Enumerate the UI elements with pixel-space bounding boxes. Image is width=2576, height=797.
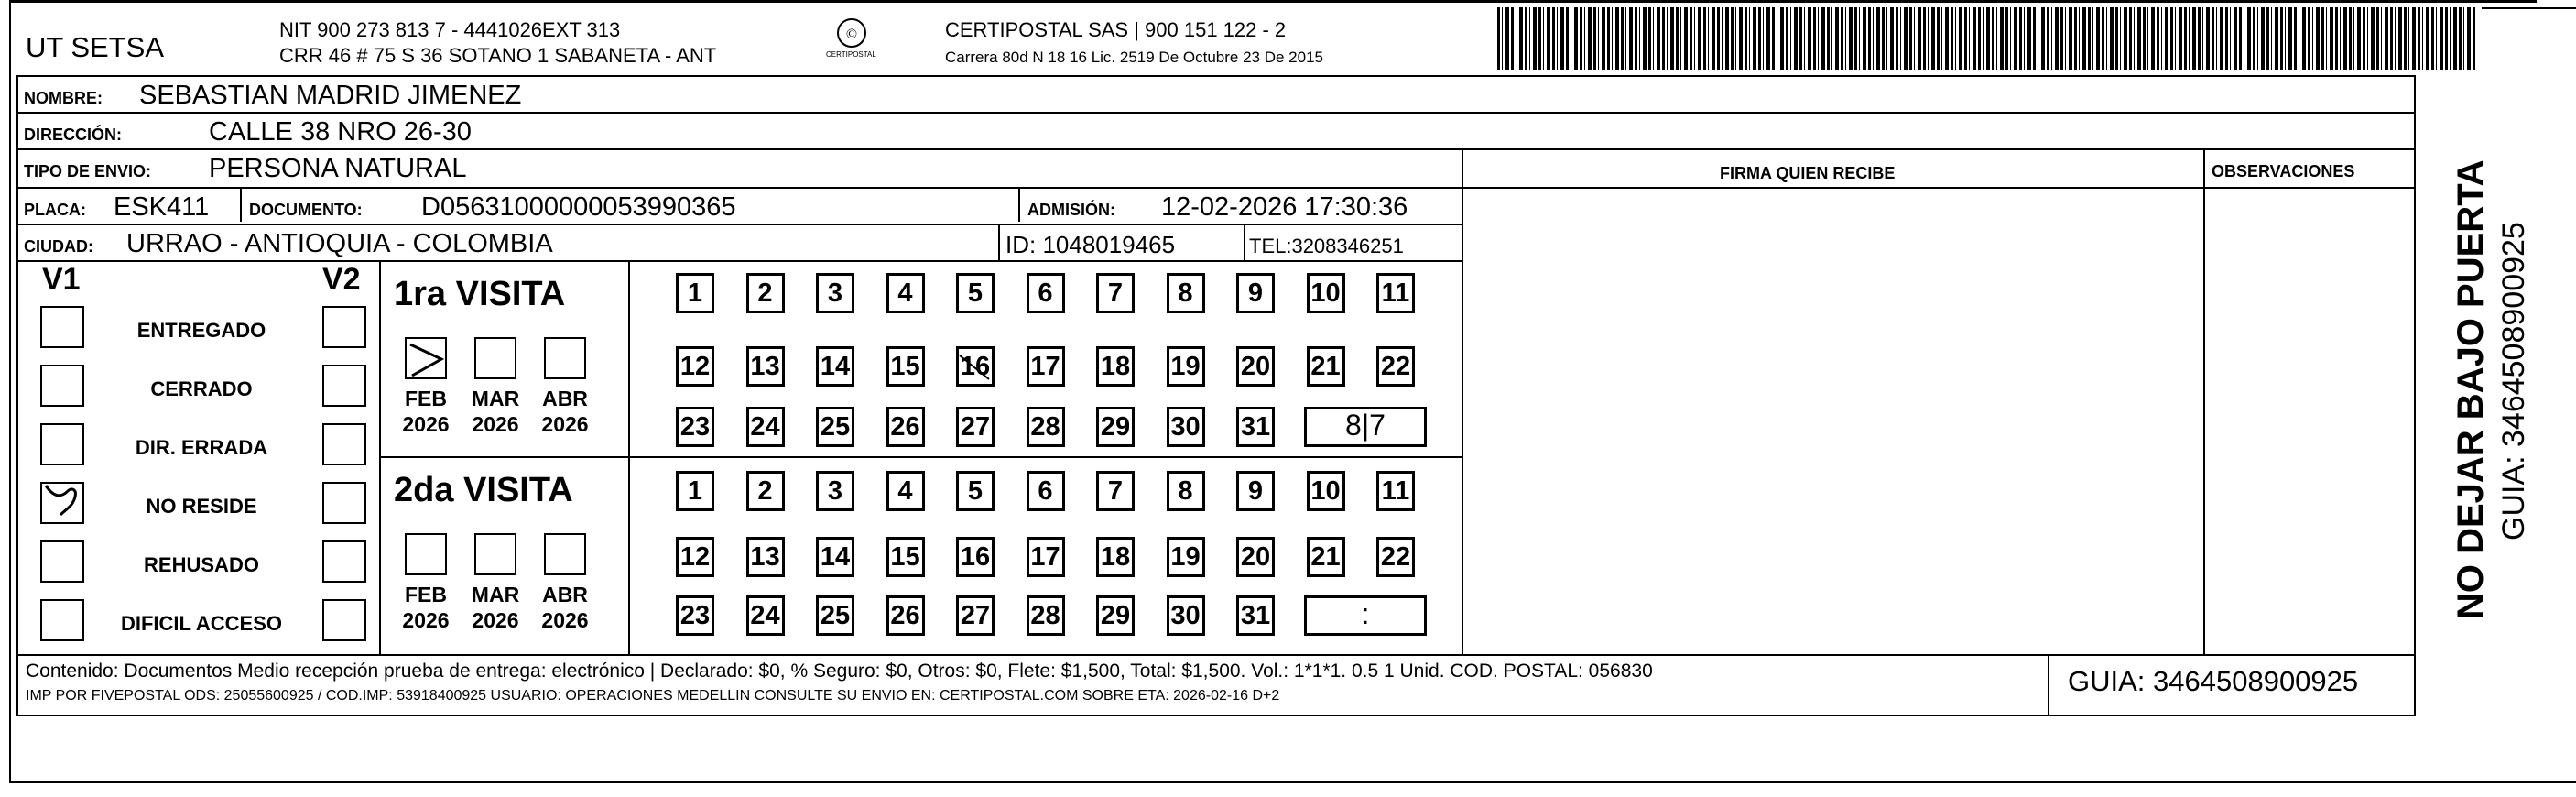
month-checkbox[interactable] bbox=[474, 533, 516, 575]
handwritten-check-feb bbox=[405, 339, 449, 383]
month-checkbox[interactable] bbox=[544, 337, 586, 379]
status-label: DIR. ERRADA bbox=[135, 436, 268, 459]
status-v1-checkbox[interactable] bbox=[40, 599, 84, 641]
status-v2-checkbox[interactable] bbox=[322, 365, 366, 407]
svg-text:©: © bbox=[845, 27, 858, 42]
certipostal-line1: CERTIPOSTAL SAS | 900 151 122 - 2 bbox=[945, 18, 1287, 41]
day-box[interactable]: 19 bbox=[1167, 537, 1205, 577]
month-year: 2026 bbox=[541, 608, 589, 632]
day-box[interactable]: 12 bbox=[676, 537, 714, 577]
documento-value: D05631000000053990365 bbox=[421, 192, 736, 222]
day-box[interactable]: 10 bbox=[1307, 471, 1345, 511]
status-label: CERRADO bbox=[150, 377, 253, 400]
status-v2-checkbox[interactable] bbox=[322, 540, 366, 583]
certipostal-logo bbox=[824, 16, 879, 64]
status-v1-checkbox[interactable] bbox=[40, 365, 84, 407]
month-label: FEB bbox=[405, 583, 447, 606]
day-box[interactable]: 2 bbox=[746, 273, 785, 313]
nit-text: NIT 900 273 813 7 - 4441026EXT 313 bbox=[279, 18, 621, 41]
day-box[interactable]: 5 bbox=[956, 273, 995, 313]
day-box[interactable]: 12 bbox=[676, 346, 714, 387]
month-label: MAR bbox=[471, 583, 520, 606]
firma-header: FIRMA QUIEN RECIBE bbox=[1720, 164, 1896, 182]
day-box[interactable]: 9 bbox=[1236, 471, 1275, 511]
day-box[interactable]: 17 bbox=[1027, 537, 1065, 577]
day-box[interactable]: 14 bbox=[816, 537, 854, 577]
certipostal-line2: Carrera 80d N 18 16 Lic. 2519 De Octubre 23 De 2015 bbox=[945, 49, 1323, 66]
admision-label: ADMISIÓN: bbox=[1027, 201, 1115, 219]
day-box[interactable]: 26 bbox=[886, 407, 925, 447]
barcode bbox=[1497, 7, 2477, 70]
day-box[interactable]: 18 bbox=[1096, 537, 1135, 577]
admision-value: 12-02-2026 17:30:36 bbox=[1161, 192, 1408, 222]
month-year: 2026 bbox=[402, 412, 450, 436]
day-box[interactable]: 13 bbox=[746, 537, 785, 577]
status-label: ENTREGADO bbox=[136, 319, 266, 342]
day-box[interactable]: 15 bbox=[886, 537, 925, 577]
direccion-value: CALLE 38 NRO 26-30 bbox=[209, 117, 472, 147]
day-box[interactable]: 5 bbox=[956, 471, 995, 511]
day-box[interactable]: 27 bbox=[956, 595, 995, 636]
tipo-envio-label: TIPO DE ENVIO: bbox=[24, 162, 152, 180]
day-box[interactable]: 3 bbox=[816, 273, 854, 313]
month-label: ABR bbox=[542, 387, 588, 410]
day-box[interactable]: 29 bbox=[1096, 407, 1135, 447]
day-box[interactable]: 8 bbox=[1167, 471, 1205, 511]
day-box[interactable]: 29 bbox=[1096, 595, 1135, 636]
month-year: 2026 bbox=[402, 608, 450, 632]
day-box[interactable]: 23 bbox=[676, 407, 714, 447]
day-box[interactable]: 28 bbox=[1027, 407, 1065, 447]
v2-label: V2 bbox=[322, 262, 361, 297]
day-box[interactable]: 11 bbox=[1376, 471, 1415, 511]
time-box[interactable]: 8|7 bbox=[1304, 407, 1427, 447]
day-box[interactable]: 27 bbox=[956, 407, 995, 447]
month-label: MAR bbox=[471, 387, 520, 410]
footer-imp: IMP POR FIVEPOSTAL ODS: 25055600925 / COD.IMP: 53918400925 USUARIO: OPERACIONES MEDELLIN CONSULTE SU ENVIO EN: CERTIPOSTAL.COM SOBRE ETA: 2026-02-16 D+2 bbox=[26, 688, 1280, 704]
day-box[interactable]: 4 bbox=[886, 471, 925, 511]
month-year: 2026 bbox=[472, 412, 519, 436]
documento-label: DOCUMENTO: bbox=[249, 201, 363, 219]
nombre-label: NOMBRE: bbox=[24, 89, 103, 107]
day-box[interactable]: 10 bbox=[1307, 273, 1345, 313]
status-label: NO RESIDE bbox=[146, 495, 257, 518]
day-box[interactable]: 7 bbox=[1096, 273, 1135, 313]
status-label: REHUSADO bbox=[144, 553, 259, 576]
day-box[interactable]: 9 bbox=[1236, 273, 1275, 313]
day-box[interactable]: 20 bbox=[1236, 537, 1275, 577]
day-box[interactable]: 8 bbox=[1167, 273, 1205, 313]
logo-text: CERTIPOSTAL bbox=[826, 50, 876, 59]
day-box[interactable]: 30 bbox=[1167, 407, 1205, 447]
day-box[interactable]: 22 bbox=[1376, 537, 1415, 577]
day-box[interactable]: 15 bbox=[886, 346, 925, 387]
month-label: ABR bbox=[542, 583, 588, 606]
time-box[interactable]: : bbox=[1304, 595, 1427, 636]
day-box[interactable]: 28 bbox=[1027, 595, 1065, 636]
month-year: 2026 bbox=[472, 608, 519, 632]
day-box[interactable]: 22 bbox=[1376, 346, 1415, 387]
visita1-title: 1ra VISITA bbox=[394, 275, 566, 313]
day-box[interactable]: 16 bbox=[956, 346, 995, 387]
day-box[interactable]: 16 bbox=[956, 537, 995, 577]
day-box[interactable]: 6 bbox=[1027, 471, 1065, 511]
placa-label: PLACA: bbox=[24, 201, 86, 219]
month-year: 2026 bbox=[541, 412, 589, 436]
side-guia: GUIA: 3464508900925 bbox=[2496, 222, 2531, 540]
ciudad-label: CIUDAD: bbox=[24, 237, 93, 256]
day-box[interactable]: 4 bbox=[886, 273, 925, 313]
day-box[interactable]: 24 bbox=[746, 595, 785, 636]
day-box[interactable]: 11 bbox=[1376, 273, 1415, 313]
status-v2-checkbox[interactable] bbox=[322, 306, 366, 348]
nombre-value: SEBASTIAN MADRID JIMENEZ bbox=[139, 81, 522, 110]
day-box[interactable]: 7 bbox=[1096, 471, 1135, 511]
day-box[interactable]: 13 bbox=[746, 346, 785, 387]
day-box[interactable]: 26 bbox=[886, 595, 925, 636]
day-box[interactable]: 1 bbox=[676, 471, 714, 511]
company-name: UT SETSA bbox=[26, 31, 165, 63]
day-box[interactable]: 2 bbox=[746, 471, 785, 511]
footer-contenido: Contenido: Documentos Medio recepción prueba de entrega: electrónico | Declarado: $0, % Seguro: $0, Otros: $0, Flete: $1,500, Total: $1,500. Vol.: 1*1*1. 0.5 1 Unid. COD. POSTAL: 056830 bbox=[26, 661, 1653, 682]
company-address: CRR 46 # 75 S 36 SOTANO 1 SABANETA - ANT bbox=[279, 44, 717, 67]
observaciones-header: OBSERVACIONES bbox=[2212, 162, 2355, 180]
month-checkbox[interactable] bbox=[405, 533, 447, 575]
day-box[interactable]: 20 bbox=[1236, 346, 1275, 387]
day-box[interactable]: 1 bbox=[676, 273, 714, 313]
day-box[interactable]: 21 bbox=[1307, 346, 1345, 387]
day-box[interactable]: 18 bbox=[1096, 346, 1135, 387]
status-v1-checkbox[interactable] bbox=[40, 423, 84, 465]
handwritten-strike-16 bbox=[956, 348, 993, 385]
status-v2-checkbox[interactable] bbox=[322, 482, 366, 524]
direccion-label: DIRECCIÓN: bbox=[24, 126, 122, 144]
side-warning: NO DEJAR BAJO PUERTA bbox=[2451, 159, 2491, 619]
day-box[interactable]: 21 bbox=[1307, 537, 1345, 577]
status-v1-checkbox[interactable] bbox=[40, 540, 84, 583]
placa-value: ESK411 bbox=[114, 192, 210, 222]
status-v2-checkbox[interactable] bbox=[322, 599, 366, 641]
day-box[interactable]: 17 bbox=[1027, 346, 1065, 387]
status-label: DIFICIL ACCESO bbox=[120, 612, 282, 635]
day-box[interactable]: 23 bbox=[676, 595, 714, 636]
ciudad-value: URRAO - ANTIOQUIA - COLOMBIA bbox=[126, 229, 553, 258]
day-box[interactable]: 31 bbox=[1236, 407, 1275, 447]
month-label: FEB bbox=[405, 387, 447, 410]
month-checkbox[interactable] bbox=[474, 337, 516, 379]
v1-label: V1 bbox=[42, 262, 81, 297]
day-box[interactable]: 19 bbox=[1167, 346, 1205, 387]
day-box[interactable]: 3 bbox=[816, 471, 854, 511]
day-box[interactable]: 30 bbox=[1167, 595, 1205, 636]
visita2-title: 2da VISITA bbox=[394, 471, 573, 509]
id-value: ID: 1048019465 bbox=[1005, 231, 1176, 258]
day-box[interactable]: 14 bbox=[816, 346, 854, 387]
handwritten-check-no-reside bbox=[40, 478, 86, 520]
day-box[interactable]: 24 bbox=[746, 407, 785, 447]
day-box[interactable]: 6 bbox=[1027, 273, 1065, 313]
day-box[interactable]: 25 bbox=[816, 595, 854, 636]
status-v2-checkbox[interactable] bbox=[322, 423, 366, 465]
tel-value: TEL:3208346251 bbox=[1249, 235, 1404, 257]
day-box[interactable]: 25 bbox=[816, 407, 854, 447]
month-checkbox[interactable] bbox=[544, 533, 586, 575]
day-box[interactable]: 31 bbox=[1236, 595, 1275, 636]
tipo-envio-value: PERSONA NATURAL bbox=[209, 154, 467, 183]
status-v1-checkbox[interactable] bbox=[40, 306, 84, 348]
footer-guia: GUIA: 3464508900925 bbox=[2068, 665, 2359, 697]
